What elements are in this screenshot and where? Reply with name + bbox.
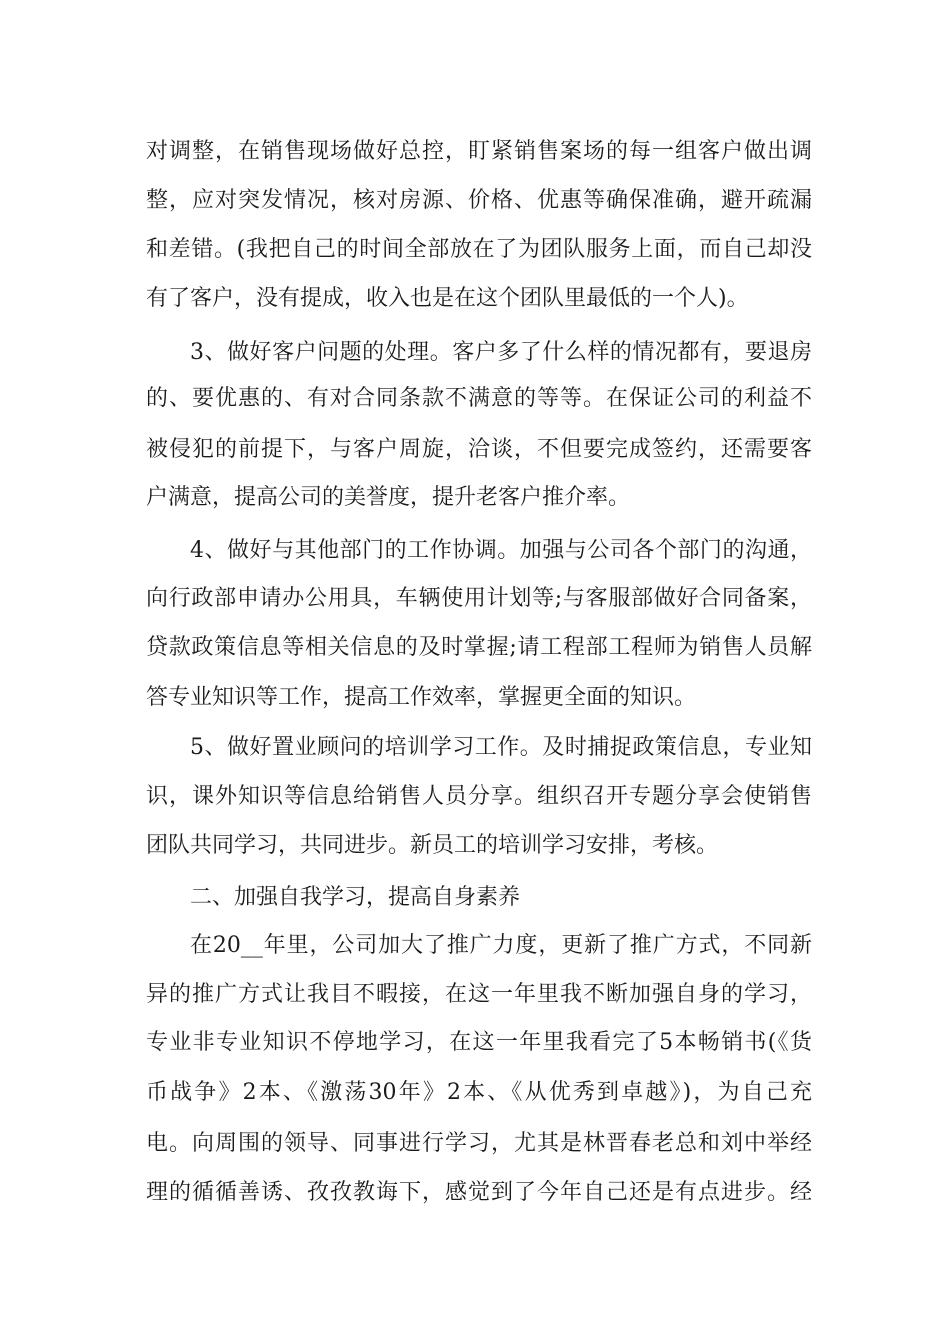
text-line: 4、做好与其他部门的工作协调。加强与公司各个部门的沟通， (190, 538, 812, 563)
text-line: 和差错。(我把自己的时间全部放在了为团队服务上面，而自己却没 (146, 237, 812, 262)
text-line: 对调整，在销售现场做好总控，盯紧销售案场的每一组客户做出调 (146, 139, 812, 164)
text-line: 的、要优惠的、有对合同条款不满意的等等。在保证公司的利益不 (146, 386, 812, 411)
text-line: 整，应对突发情况，核对房源、价格、优惠等确保准确，避开疏漏 (146, 188, 812, 213)
text-line: 被侵犯的前提下，与客户周旋，洽谈，不但要完成签约，还需要客 (146, 437, 812, 462)
text-line: 向行政部申请办公用具，车辆使用计划等;与客服部做好合同备案， (146, 586, 812, 611)
text-line: 贷款政策信息等相关信息的及时掌握;请工程部工程师为销售人员解 (146, 635, 812, 660)
text-line: 理的循循善诱、孜孜教诲下，感觉到了今年自己还是有点进步。经 (146, 1180, 812, 1205)
text-line: 专业非专业知识不停地学习，在这一年里我看完了5本畅销书(《货 (146, 1030, 812, 1055)
text-line: 在20__年里，公司加大了推广力度，更新了推广方式，不同新 (190, 933, 812, 958)
text-line: 团队共同学习，共同进步。新员工的培训学习安排，考核。 (146, 833, 719, 858)
text-line: 5、做好置业顾问的培训学习工作。及时捕捉政策信息，专业知 (190, 735, 812, 760)
text-line: 电。向周围的领导、同事进行学习，尤其是林晋春老总和刘中举经 (146, 1131, 812, 1156)
text-line: 3、做好客户问题的处理。客户多了什么样的情况都有，要退房 (190, 340, 812, 365)
text-line: 户满意，提高公司的美誉度，提升老客户推介率。 (146, 485, 631, 510)
text-line: 识，课外知识等信息给销售人员分享。组织召开专题分享会使销售 (146, 784, 812, 809)
text-line: 异的推广方式让我目不暇接，在这一年里我不断加强自身的学习， (146, 982, 812, 1007)
text-line: 答专业知识等工作，提高工作效率，掌握更全面的知识。 (146, 685, 697, 710)
text-line: 有了客户，没有提成，收入也是在这个团队里最低的一个人)。 (146, 286, 749, 311)
text-line: 币战争》2本、《激荡30年》2本、《从优秀到卓越》)，为自己充 (146, 1080, 812, 1105)
section-heading: 二、加强自我学习，提高自身素养 (190, 885, 521, 910)
